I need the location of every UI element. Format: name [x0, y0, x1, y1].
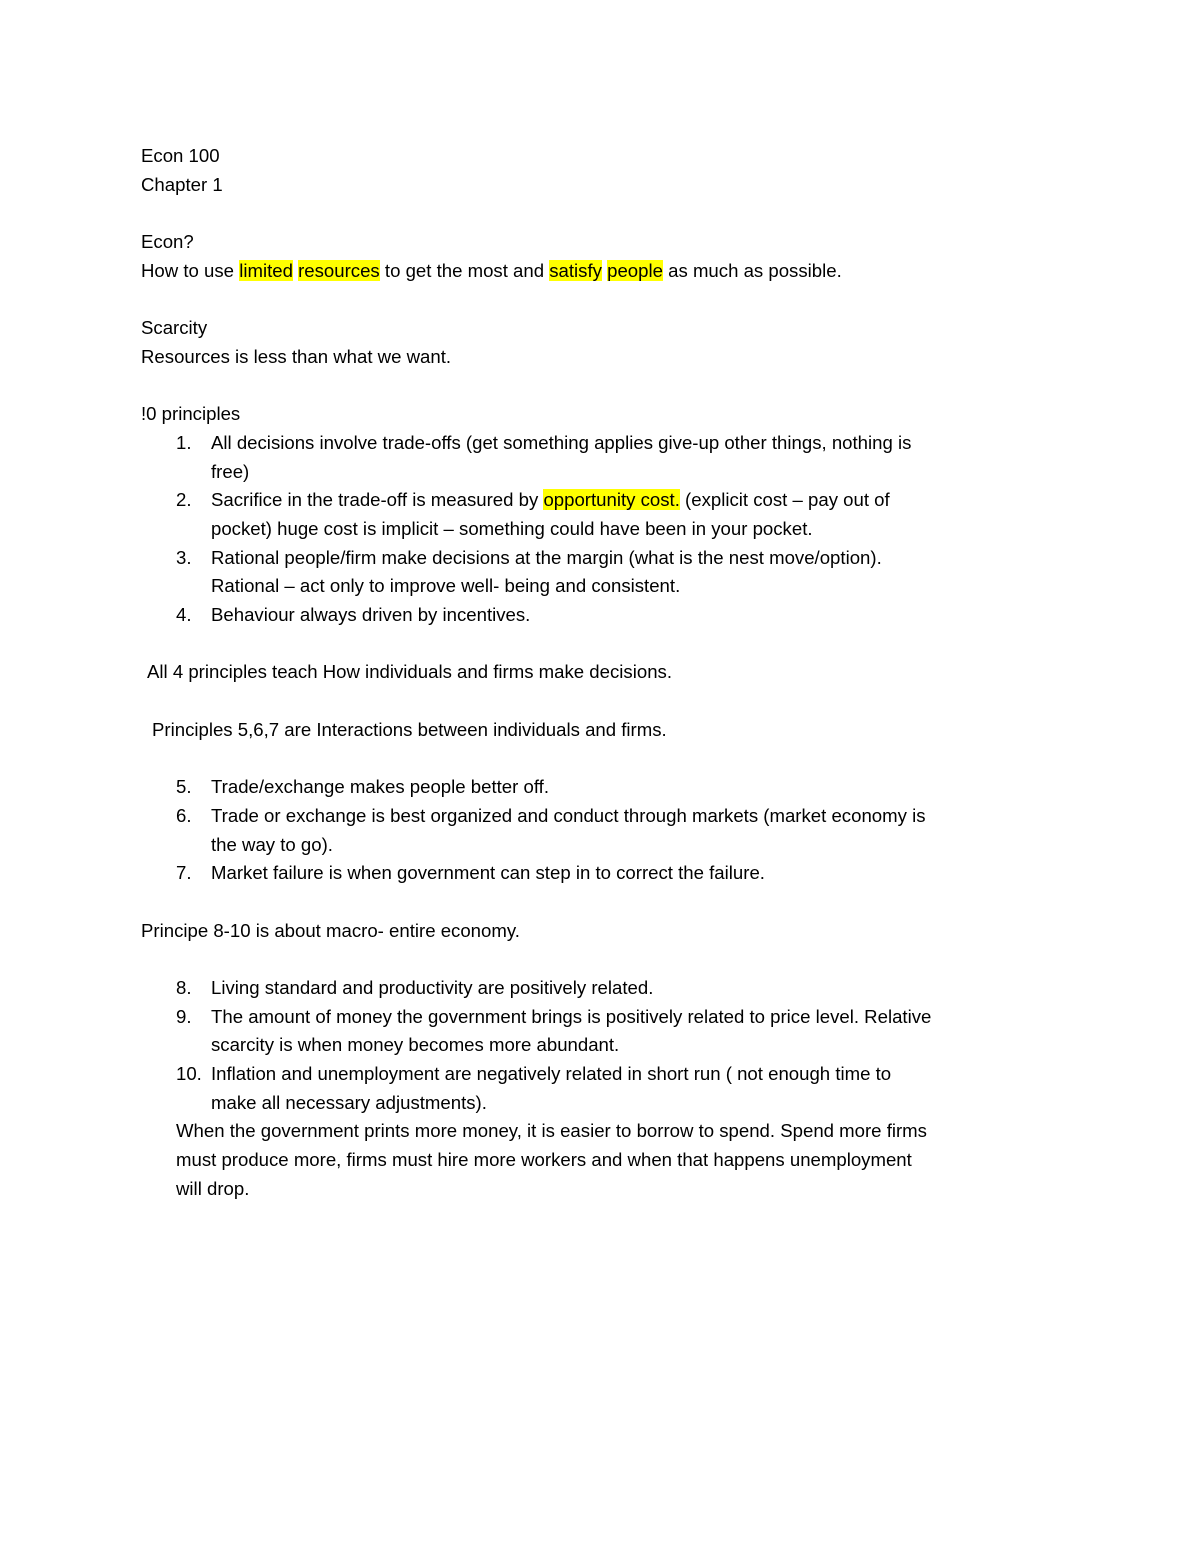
highlight: resources: [298, 259, 380, 281]
econ-definition: How to use limited resources to get the most and satisfy people as much as possible.: [141, 259, 842, 281]
list-item: 10. Inflation and unemployment are negatively related in short run ( not enough time to: [176, 1063, 892, 1084]
scarcity-heading: Scarcity: [141, 317, 208, 339]
list-item: 9. The amount of money the government brings is positively related to price level. Relative: [176, 1005, 932, 1027]
highlight: limited: [239, 259, 293, 281]
summary-interactions: Principles 5,6,7 are Interactions between individuals and firms.: [152, 718, 667, 740]
course-title: Econ 100: [141, 145, 220, 166]
closing-paragraph: When the government prints more money, it is easier to borrow to spend. Spend more firms: [176, 1120, 927, 1142]
list-item: 6. Trade or exchange is best organized and conduct through markets (market economy is: [176, 804, 926, 826]
chapter-title: Chapter 1: [141, 173, 223, 195]
list-item: 2. Sacrifice in the trade-off is measured by opportunity cost. (explicit cost – pay out of: [176, 489, 890, 511]
list-item: 7. Market failure is when government can step in to correct the failure.: [176, 862, 765, 884]
document-page: Econ 100 Chapter 1 Econ? How to use limited resources to get the most and satisfy people as much as possible. Scarcity Resources is less than what we want. !0 principles 1. All decisions involve trade-offs (get something applies give-up other things, nothing is free) 2. Sacrifice in the trade-off is measured by opportunity cost. (explicit cost – pay out of pocket) huge cost is implicit – something could have been in your pocket. 3. Rational people/firm make decisions at the margin (what is the nest move/option). Rational – act only to improve well- being and consistent. 4. Behaviour always driven by incentives. All 4 principles teach How individuals and firms make decisions. Principles 5,6,7 are Interactions between individuals and firms. 5. Trade/exchange makes people better off. 6. Trade or exchange is best organized and conduct through markets (market economy is the way to go). 7. Market failure is when government can step in to correct the failure. Principe 8-10 is about macro- entire economy. 8. Living standard and productivity are positively related. 9. The amount of money the government brings is positively related to price level. Relative scarcity is when money becomes more abundant. 10. Inflation and unemployment are negatively related in short run ( not enough time to make all necessary adjustments). When the government prints more money, it is easier to borrow to spend. Spend more firms must produce more, firms must hire more workers and when that happens unemployment will drop.: [141, 142, 1071, 1203]
summary-macro: Principe 8-10 is about macro- entire economy.: [141, 919, 520, 941]
list-item: 8. Living standard and productivity are positively related.: [176, 976, 654, 998]
list-item: 3. Rational people/firm make decisions at the margin (what is the nest move/option).: [176, 546, 882, 568]
list-item: 5. Trade/exchange makes people better off.: [176, 776, 550, 798]
summary-decisions: All 4 principles teach How individuals and firms make decisions.: [147, 661, 672, 683]
list-item: 1. All decisions involve trade-offs (get something applies give-up other things, nothing is: [176, 431, 912, 453]
highlight: opportunity cost.: [543, 489, 680, 511]
highlight: satisfy: [549, 259, 602, 281]
principles-heading: !0 principles: [141, 403, 241, 425]
highlight: people: [607, 259, 663, 281]
econ-heading: Econ?: [141, 231, 194, 253]
scarcity-definition: Resources is less than what we want.: [141, 345, 452, 367]
list-item: 4. Behaviour always driven by incentives.: [176, 604, 531, 625]
